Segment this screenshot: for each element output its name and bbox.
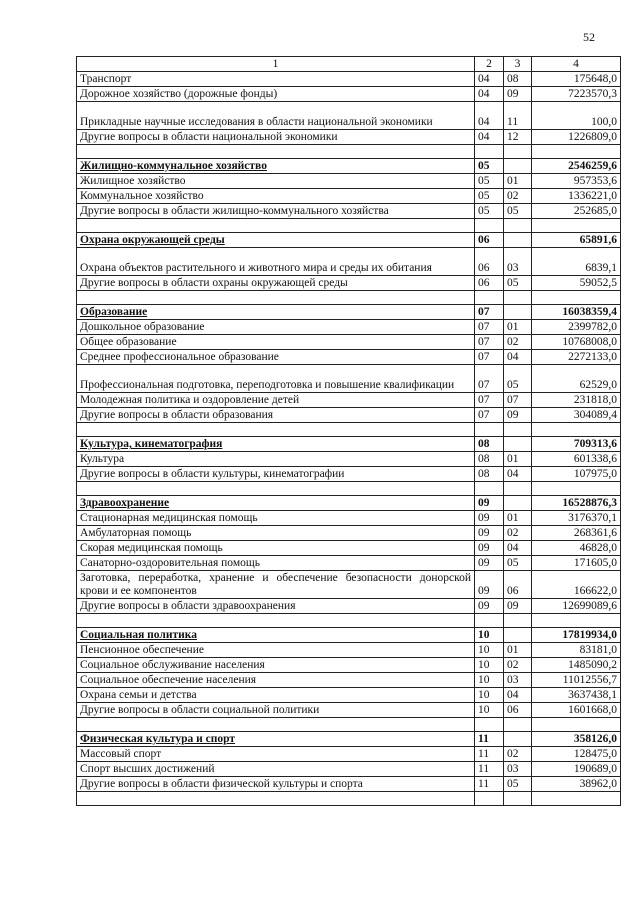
section-code: 06 [475, 248, 504, 276]
table-row [77, 102, 621, 130]
row-name: Другие вопросы в области социальной политики [77, 703, 475, 718]
row-name: Молодежная политика и оздоровление детей [77, 393, 475, 408]
row-name: Социальное обслуживание населения [77, 658, 475, 673]
table-row [77, 777, 621, 792]
table-row [77, 87, 621, 102]
empty-cell [504, 718, 532, 732]
section-title: Образование [77, 305, 475, 320]
empty-cell [475, 614, 504, 628]
table-row [77, 320, 621, 335]
subsection-code [504, 159, 532, 174]
subsection-code: 07 [504, 393, 532, 408]
table-row [77, 526, 621, 541]
amount: 2399782,0 [532, 320, 621, 335]
section-row [77, 437, 621, 452]
section-code: 06 [475, 233, 504, 248]
section-code: 08 [475, 437, 504, 452]
row-name: Дошкольное образование [77, 320, 475, 335]
section-code: 09 [475, 496, 504, 511]
subsection-code: 01 [504, 320, 532, 335]
section-code: 11 [475, 732, 504, 747]
subsection-code: 09 [504, 599, 532, 614]
page-number: 52 [583, 30, 595, 44]
table-row [77, 467, 621, 482]
subsection-code: 02 [504, 189, 532, 204]
row-name: Пенсионное обеспечение [77, 643, 475, 658]
empty-cell [532, 291, 621, 305]
table-row [77, 703, 621, 718]
empty-cell [475, 219, 504, 233]
empty-cell [532, 482, 621, 496]
header-col-name: 1 [77, 57, 475, 72]
subsection-code: 05 [504, 365, 532, 393]
section-title: Культура, кинематография [77, 437, 475, 452]
amount: 175648,0 [532, 72, 621, 87]
budget-table [76, 56, 621, 806]
subsection-code: 02 [504, 658, 532, 673]
subsection-code: 09 [504, 408, 532, 423]
subsection-code: 05 [504, 276, 532, 291]
section-row [77, 159, 621, 174]
amount: 1336221,0 [532, 189, 621, 204]
section-code: 07 [475, 335, 504, 350]
section-title: Охрана окружающей среды [77, 233, 475, 248]
subsection-code: 01 [504, 174, 532, 189]
subsection-code: 03 [504, 762, 532, 777]
amount: 16528876,3 [532, 496, 621, 511]
table-row [77, 747, 621, 762]
section-row [77, 233, 621, 248]
subsection-code: 09 [504, 87, 532, 102]
table-row [77, 452, 621, 467]
empty-cell [77, 792, 475, 806]
row-name: Жилищное хозяйство [77, 174, 475, 189]
row-name: Другие вопросы в области образования [77, 408, 475, 423]
amount: 1601668,0 [532, 703, 621, 718]
header-col-sum: 4 [532, 57, 621, 72]
empty-cell [532, 145, 621, 159]
spacer-row [77, 291, 621, 305]
row-name: Санаторно-оздоровительная помощь [77, 556, 475, 571]
row-name: Профессиональная подготовка, переподготовка и повышение квалификации [77, 365, 475, 393]
subsection-code: 05 [504, 777, 532, 792]
subsection-code: 01 [504, 452, 532, 467]
row-name: Культура [77, 452, 475, 467]
amount: 83181,0 [532, 643, 621, 658]
subsection-code: 02 [504, 335, 532, 350]
spacer-row [77, 482, 621, 496]
row-name: Коммунальное хозяйство [77, 189, 475, 204]
empty-cell [504, 423, 532, 437]
amount: 231818,0 [532, 393, 621, 408]
amount: 3637438,1 [532, 688, 621, 703]
amount: 304089,4 [532, 408, 621, 423]
spacer-row [77, 718, 621, 732]
subsection-code: 02 [504, 526, 532, 541]
empty-cell [504, 614, 532, 628]
table-row [77, 72, 621, 87]
section-code: 05 [475, 204, 504, 219]
amount: 268361,6 [532, 526, 621, 541]
section-code: 10 [475, 643, 504, 658]
empty-cell [475, 482, 504, 496]
empty-cell [475, 792, 504, 806]
section-code: 04 [475, 87, 504, 102]
amount: 957353,6 [532, 174, 621, 189]
row-name: Массовый спорт [77, 747, 475, 762]
empty-cell [504, 482, 532, 496]
table-row [77, 673, 621, 688]
section-code: 09 [475, 511, 504, 526]
subsection-code: 01 [504, 643, 532, 658]
row-name: Охрана семьи и детства [77, 688, 475, 703]
header-col-section: 2 [475, 57, 504, 72]
amount: 166622,0 [532, 571, 621, 599]
section-code: 11 [475, 777, 504, 792]
subsection-code: 02 [504, 747, 532, 762]
section-row [77, 305, 621, 320]
table-row [77, 204, 621, 219]
section-title: Физическая культура и спорт [77, 732, 475, 747]
spacer-row [77, 145, 621, 159]
table-row [77, 541, 621, 556]
section-code: 04 [475, 72, 504, 87]
subsection-code: 08 [504, 72, 532, 87]
amount: 171605,0 [532, 556, 621, 571]
table-row [77, 365, 621, 393]
section-title: Здравоохранение [77, 496, 475, 511]
subsection-code [504, 628, 532, 643]
empty-cell [532, 614, 621, 628]
section-row [77, 628, 621, 643]
table-row [77, 335, 621, 350]
empty-cell [77, 614, 475, 628]
subsection-code: 05 [504, 204, 532, 219]
amount: 2272133,0 [532, 350, 621, 365]
row-name: Другие вопросы в области культуры, кинематографии [77, 467, 475, 482]
amount: 17819934,0 [532, 628, 621, 643]
row-name: Скорая медицинская помощь [77, 541, 475, 556]
subsection-code: 04 [504, 688, 532, 703]
empty-cell [475, 291, 504, 305]
amount: 601338,6 [532, 452, 621, 467]
amount: 7223570,3 [532, 87, 621, 102]
empty-cell [504, 792, 532, 806]
amount: 11012556,7 [532, 673, 621, 688]
section-code: 11 [475, 762, 504, 777]
empty-cell [77, 718, 475, 732]
table-row [77, 762, 621, 777]
subsection-code: 04 [504, 350, 532, 365]
empty-cell [475, 145, 504, 159]
row-name: Другие вопросы в области здравоохранения [77, 599, 475, 614]
amount: 128475,0 [532, 747, 621, 762]
row-name: Социальное обеспечение населения [77, 673, 475, 688]
row-name: Прикладные научные исследования в области национальной экономики [77, 102, 475, 130]
row-name: Амбулаторная помощь [77, 526, 475, 541]
empty-cell [77, 219, 475, 233]
amount: 3176370,1 [532, 511, 621, 526]
subsection-code: 03 [504, 673, 532, 688]
empty-cell [475, 718, 504, 732]
table-row [77, 658, 621, 673]
section-code: 07 [475, 305, 504, 320]
empty-cell [77, 423, 475, 437]
table-header-row [77, 57, 621, 72]
subsection-code: 12 [504, 130, 532, 145]
section-code: 10 [475, 628, 504, 643]
row-name: Охрана объектов растительного и животного мира и среды их обитания [77, 248, 475, 276]
subsection-code [504, 233, 532, 248]
row-name: Дорожное хозяйство (дорожные фонды) [77, 87, 475, 102]
empty-cell [504, 219, 532, 233]
table-row [77, 248, 621, 276]
amount: 38962,0 [532, 777, 621, 792]
row-name: Другие вопросы в области национальной экономики [77, 130, 475, 145]
table-row [77, 393, 621, 408]
amount: 190689,0 [532, 762, 621, 777]
table-row [77, 688, 621, 703]
empty-cell [532, 718, 621, 732]
section-code: 05 [475, 189, 504, 204]
empty-cell [532, 423, 621, 437]
empty-cell [504, 291, 532, 305]
section-code: 09 [475, 571, 504, 599]
subsection-code: 05 [504, 556, 532, 571]
section-code: 04 [475, 130, 504, 145]
section-title: Социальная политика [77, 628, 475, 643]
empty-cell [77, 291, 475, 305]
row-name: Другие вопросы в области жилищно-коммунального хозяйства [77, 204, 475, 219]
table-row [77, 408, 621, 423]
empty-cell [475, 423, 504, 437]
subsection-code: 04 [504, 467, 532, 482]
empty-cell [504, 145, 532, 159]
table-row [77, 189, 621, 204]
table-row [77, 276, 621, 291]
section-row [77, 496, 621, 511]
subsection-code: 06 [504, 703, 532, 718]
row-name: Общее образование [77, 335, 475, 350]
amount: 6839,1 [532, 248, 621, 276]
section-code: 08 [475, 452, 504, 467]
amount: 358126,0 [532, 732, 621, 747]
amount: 709313,6 [532, 437, 621, 452]
amount: 46828,0 [532, 541, 621, 556]
section-code: 07 [475, 320, 504, 335]
amount: 1226809,0 [532, 130, 621, 145]
section-code: 10 [475, 703, 504, 718]
section-code: 04 [475, 102, 504, 130]
amount: 1485090,2 [532, 658, 621, 673]
row-name: Другие вопросы в области физической культуры и спорта [77, 777, 475, 792]
row-name: Стационарная медицинская помощь [77, 511, 475, 526]
subsection-code [504, 437, 532, 452]
subsection-code: 03 [504, 248, 532, 276]
empty-cell [77, 482, 475, 496]
section-code: 09 [475, 556, 504, 571]
section-code: 10 [475, 688, 504, 703]
section-code: 05 [475, 174, 504, 189]
amount: 10768008,0 [532, 335, 621, 350]
row-name: Транспорт [77, 72, 475, 87]
amount: 62529,0 [532, 365, 621, 393]
table-row [77, 571, 621, 599]
empty-cell [77, 145, 475, 159]
row-name: Заготовка, переработка, хранение и обеспечение безопасности донорской крови и ее компонентов [77, 571, 475, 599]
subsection-code: 11 [504, 102, 532, 130]
subsection-code: 04 [504, 541, 532, 556]
section-title: Жилищно-коммунальное хозяйство [77, 159, 475, 174]
section-code: 07 [475, 408, 504, 423]
section-code: 09 [475, 599, 504, 614]
empty-cell [532, 792, 621, 806]
table-row [77, 174, 621, 189]
empty-cell [532, 219, 621, 233]
table-row [77, 350, 621, 365]
section-row [77, 732, 621, 747]
table-row [77, 556, 621, 571]
subsection-code [504, 732, 532, 747]
table-row [77, 599, 621, 614]
section-code: 09 [475, 526, 504, 541]
spacer-row [77, 219, 621, 233]
section-code: 10 [475, 673, 504, 688]
amount: 107975,0 [532, 467, 621, 482]
subsection-code [504, 496, 532, 511]
subsection-code: 01 [504, 511, 532, 526]
amount: 2546259,6 [532, 159, 621, 174]
section-code: 09 [475, 541, 504, 556]
spacer-row [77, 423, 621, 437]
section-code: 07 [475, 393, 504, 408]
table-row [77, 130, 621, 145]
section-code: 07 [475, 350, 504, 365]
section-code: 10 [475, 658, 504, 673]
row-name: Спорт высших достижений [77, 762, 475, 777]
section-code: 05 [475, 159, 504, 174]
amount: 12699089,6 [532, 599, 621, 614]
amount: 59052,5 [532, 276, 621, 291]
amount: 252685,0 [532, 204, 621, 219]
budget-table-body [77, 57, 621, 806]
row-name: Другие вопросы в области охраны окружающей среды [77, 276, 475, 291]
subsection-code: 06 [504, 571, 532, 599]
amount: 16038359,4 [532, 305, 621, 320]
amount: 100,0 [532, 102, 621, 130]
section-code: 11 [475, 747, 504, 762]
section-code: 08 [475, 467, 504, 482]
row-name: Среднее профессиональное образование [77, 350, 475, 365]
section-code: 07 [475, 365, 504, 393]
spacer-row [77, 792, 621, 806]
table-row [77, 643, 621, 658]
subsection-code [504, 305, 532, 320]
section-code: 06 [475, 276, 504, 291]
amount: 65891,6 [532, 233, 621, 248]
header-col-subsection: 3 [504, 57, 532, 72]
table-row [77, 511, 621, 526]
spacer-row [77, 614, 621, 628]
